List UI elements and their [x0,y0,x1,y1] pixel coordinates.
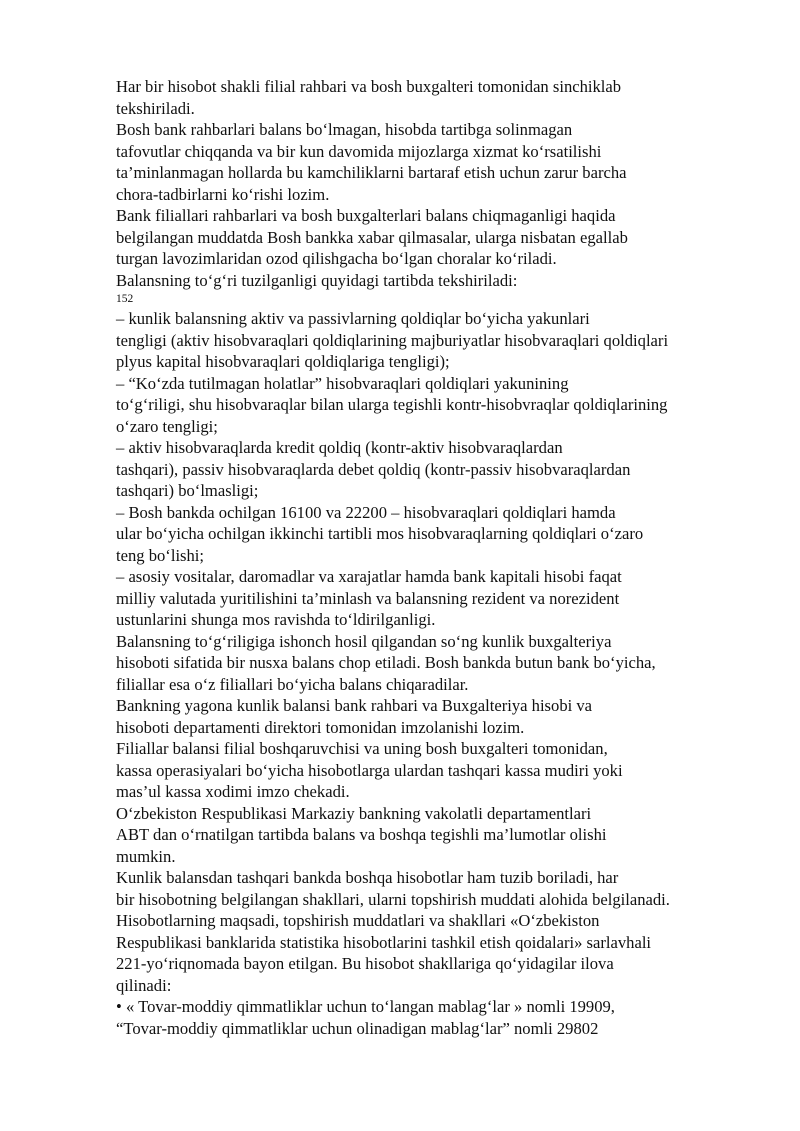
text-line: – Bosh bankda ochilgan 16100 va 22200 – hisobvaraqlari qoldiqlari hamda [116,502,616,522]
text-line: – kunlik balansning aktiv va passivlarning qoldiqlar bo‘yicha yakunlari [116,309,590,328]
text-line: plyus kapital hisobvaraqlari qoldiqlariga tengligi); [116,352,450,371]
text-line: hisoboti departamenti direktori tomonidan imzolanishi lozim. [116,717,525,737]
text-line: teng bo‘lishi; [116,545,205,565]
text-line: Bankning yagona kunlik balansi bank rahbari va Buxgalteriya hisobi va [116,696,593,715]
text-line: Filiallar balansi filial boshqaruvchisi va uning bosh buxgalteri tomonidan, [116,739,608,758]
text-line: Har bir hisobot shakli filial rahbari va bosh buxgalteri tomonidan sinchiklab [116,77,622,96]
text-line: mumkin. [116,846,176,866]
text-line: qilinadi: [116,975,172,995]
text-line: – aktiv hisobvaraqlarda kredit qoldiq (kontr-aktiv hisobvaraqlardan [116,438,563,457]
text-line: tashqari), passiv hisobvaraqlarda debet qoldiq (kontr-passiv hisobvaraqlardan [116,459,631,479]
text-line: o‘zaro tengligi; [116,416,218,436]
text-line: ular bo‘yicha ochilgan ikkinchi tartibli mos hisobvaraqlarning qoldiqlari o‘zaro [116,524,644,543]
text-line: Hisobotlarning maqsadi, topshirish muddatlari va shakllari «O‘zbekiston [116,911,600,930]
text-line: ABT dan o‘rnatilgan tartibda balans va boshqa tegishli ma’lumotlar olishi [116,825,607,844]
text-line: filiallar esa o‘z filiallari bo‘yicha balans chiqaradilar. [116,674,469,694]
text-line: tekshiriladi. [116,98,195,118]
page-number: 152 [116,293,134,305]
text-line: hisoboti sifatida bir nusxa balans chop etiladi. Bosh bankda butun bank bo‘yicha, [116,653,656,672]
text-line: bir hisobotning belgilangan shakllari, ularni topshirish muddati alohida belgilanadi. [116,889,670,909]
text-line: “Tovar-moddiy qimmatliklar uchun olinadigan mablag‘lar” nomli 29802 [116,1018,599,1038]
text-line: Respublikasi banklarida statistika hisobotlarini tashkil etish qoidalari» sarlavhali [116,932,652,952]
text-line: Kunlik balansdan tashqari bankda boshqa hisobotlar ham tuzib boriladi, har [116,868,619,887]
text-line: Balansning to‘g‘riligiga ishonch hosil qilgandan so‘ng kunlik buxgalteriya [116,631,612,651]
text-line: Bank filiallari rahbarlari va bosh buxgalterlari balans chiqmaganligi haqida [116,206,616,225]
text-line: ta’minlanmagan hollarda bu kamchiliklarni bartaraf etish uchun zarur barcha [116,163,627,182]
text-line: Bosh bank rahbarlari balans bo‘lmagan, hisobda tartibga solinmagan [116,120,573,139]
text-line: mas’ul kassa xodimi imzo chekadi. [116,782,350,801]
text-line: ustunlarini shunga mos ravishda to‘ldirilganligi. [116,610,436,629]
text-line: O‘zbekiston Respublikasi Markaziy bankning vakolatli departamentlari [116,803,592,823]
text-line: Balansning to‘g‘ri tuzilganligi quyidagi tartibda tekshiriladi: [116,270,518,290]
text-line: chora-tadbirlarni ko‘rishi lozim. [116,184,330,204]
text-line: to‘g‘riligi, shu hisobvaraqlar bilan ularga tegishli kontr-hisobvraqlar qoldiqlarining [116,395,668,414]
text-line: • « Tovar-moddiy qimmatliklar uchun to‘langan mablag‘lar » nomli 19909, [116,997,615,1016]
text-line: tafovutlar chiqqanda va bir kun davomida mijozlarga xizmat ko‘rsatilishi [116,141,602,161]
text-line: belgilangan muddatda Bosh bankka xabar qilmasalar, ularga nisbatan egallab [116,227,628,247]
text-line: – “Ko‘zda tutilmagan holatlar” hisobvaraqlari qoldiqlari yakunining [116,373,569,393]
text-line: kassa operasiyalari bo‘yicha hisobotlarga ulardan tashqari kassa mudiri yoki [116,760,623,780]
text-line: 221-yo‘riqnomada bayon etilgan. Bu hisobot shakllariga qo‘yidagilar ilova [116,954,614,973]
body-text [116,76,756,1039]
text-line: milliy valutada yuritilishini ta’minlash va balansning rezident va norezident [116,588,620,608]
text-line: tashqari) bo‘lmasligi; [116,481,259,500]
text-line: turgan lavozimlaridan ozod qilishgacha bo‘lgan choralar ko‘riladi. [116,249,557,268]
text-line: tengligi (aktiv hisobvaraqlari qoldiqlarining majburiyatlar hisobvaraqlari qoldiqlari [116,330,669,350]
text-line: – asosiy vositalar, daromadlar va xarajatlar hamda bank kapitali hisobi faqat [116,567,622,586]
